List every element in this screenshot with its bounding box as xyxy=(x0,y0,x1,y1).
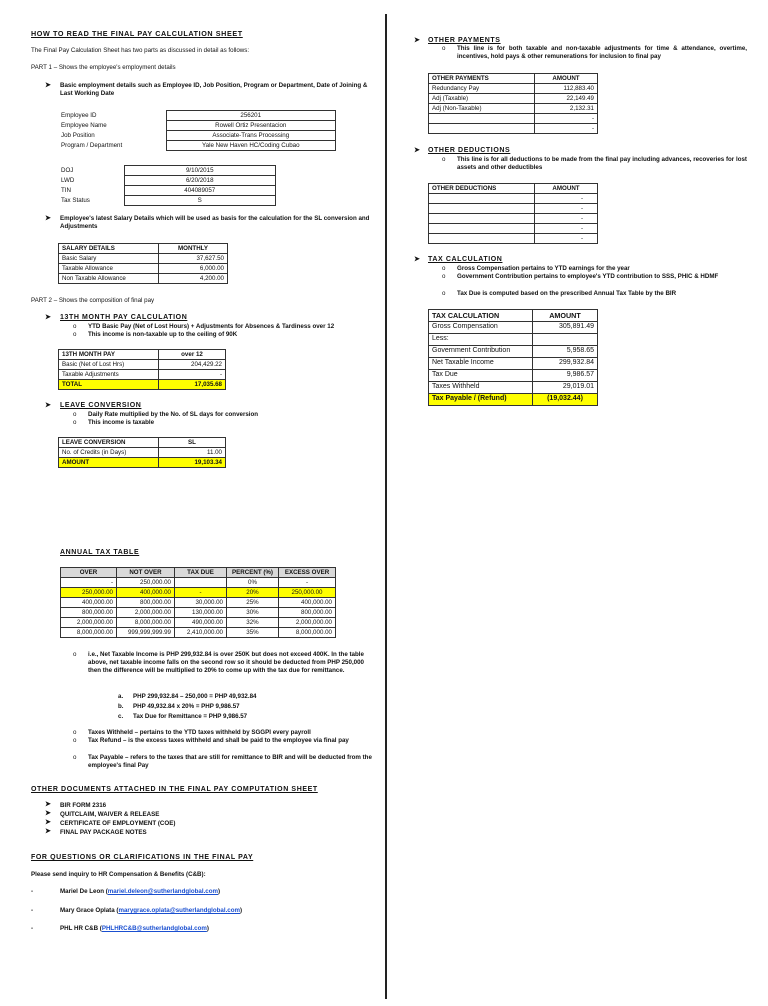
table-header: TAX CALCULATION xyxy=(429,310,533,322)
contact-name: Mary Grace Oplata xyxy=(60,907,115,914)
total-value: 19,103.34 xyxy=(159,458,226,468)
table-cell: - xyxy=(535,124,598,134)
table-cell xyxy=(429,194,535,204)
thirteenth-sub-1: YTD Basic Pay (Net of Lost Hours) + Adjustments for Absences & Tardiness over 12 xyxy=(88,323,335,330)
bullet-o-icon: o xyxy=(73,331,77,338)
table-header: AMOUNT xyxy=(535,74,598,84)
contact-name: PHL HR C&B xyxy=(60,925,99,932)
annual-tax-table xyxy=(60,567,336,638)
part1-bullet-2: Employee's latest Salary Details which will be used as basis for the calculation for the SL conversion and Adjustments xyxy=(60,215,370,230)
bullet-o-icon: o xyxy=(442,265,446,272)
table-cell: 8,000,000.00 xyxy=(279,628,336,638)
leave-sub-1: Daily Rate multiplied by the No. of SL days for conversion xyxy=(88,411,259,418)
employee-details-table xyxy=(58,110,336,151)
leave-conversion-table xyxy=(58,437,226,468)
table-cell: 4,200.00 xyxy=(159,274,228,284)
part2-heading: PART 2 – Shows the composition of final pay xyxy=(31,297,155,304)
email-link[interactable]: marygrace.oplata@sutherlandglobal.com xyxy=(118,907,241,914)
table-cell: Basic (Net of Lost Hrs) xyxy=(59,360,159,370)
table-cell: Employee ID xyxy=(61,111,97,119)
dash-bullet: - xyxy=(31,907,34,914)
leave-conversion-heading: LEAVE CONVERSION xyxy=(60,402,142,409)
table-header: TAX DUE xyxy=(175,568,227,578)
bullet-o-icon: o xyxy=(442,273,446,280)
table-cell: 800,000.00 xyxy=(279,608,336,618)
table-cell: Redundancy Pay xyxy=(429,84,535,94)
table-header: OVER xyxy=(61,568,117,578)
table-cell: TIN xyxy=(61,186,71,194)
table-cell: Associate-Trans Processing xyxy=(166,131,336,141)
bullet-o-icon: o xyxy=(73,323,77,330)
table-cell: 5,958.65 xyxy=(533,346,598,358)
table-cell xyxy=(429,204,535,214)
contact-mariel: Mariel De Leon (mariel.deleon@sutherlandglobal.com) xyxy=(60,888,221,895)
table-cell: Employee Name xyxy=(61,121,107,129)
step-text: PHP 299,932.84 – 250,000 = PHP 49,932.84 xyxy=(133,693,257,700)
bullet-o-icon: o xyxy=(442,45,446,52)
arrow-bullet-icon: ➤ xyxy=(45,819,51,826)
bullet-o-icon: o xyxy=(73,651,77,658)
table-cell: 800,000.00 xyxy=(117,598,175,608)
table-header: over 12 xyxy=(159,350,226,360)
step-letter: a. xyxy=(118,693,124,700)
annual-tax-table-heading: ANNUAL TAX TABLE xyxy=(60,549,140,556)
table-cell: 25% xyxy=(227,598,279,608)
table-cell: 999,999,999.99 xyxy=(117,628,175,638)
table-cell: Taxable Adjustments xyxy=(59,370,159,380)
table-header: SL xyxy=(159,438,226,448)
table-header: MONTHLY xyxy=(159,244,228,254)
table-header: SALARY DETAILS xyxy=(59,244,159,254)
table-cell: 800,000.00 xyxy=(61,608,117,618)
table-cell: Adj (Taxable) xyxy=(429,94,535,104)
table-cell: 112,883.40 xyxy=(535,84,598,94)
table-cell: 29,019.01 xyxy=(533,382,598,394)
document-item: CERTIFICATE OF EMPLOYMENT (COE) xyxy=(60,820,176,827)
table-header: OTHER PAYMENTS xyxy=(429,74,535,84)
table-cell: 2,132.31 xyxy=(535,104,598,114)
table-cell: Taxable Allowance xyxy=(59,264,159,274)
table-cell: 32% xyxy=(227,618,279,628)
table-cell: Program / Department xyxy=(61,141,123,149)
table-cell: 8,000,000.00 xyxy=(117,618,175,628)
questions-heading: FOR QUESTIONS OR CLARIFICATIONS IN THE FINAL PAY xyxy=(31,854,254,861)
total-value: (19,032.44) xyxy=(533,394,598,406)
total-label: TOTAL xyxy=(59,380,159,390)
email-link[interactable]: PHLHRC&B@sutherlandglobal.com xyxy=(101,925,207,932)
table-cell: 22,149.49 xyxy=(535,94,598,104)
table-cell: 9/10/2015 xyxy=(124,166,276,176)
note-tax-refund: Tax Refund – is the excess taxes withheld and shall be paid to the employee via final pay xyxy=(88,737,349,744)
table-cell: Job Position xyxy=(61,131,95,139)
other-deductions-sub: This line is for all deductions to be made from the final pay including advances, recoveries for lost assets and other deductibles xyxy=(457,156,747,171)
table-cell: 130,000.00 xyxy=(175,608,227,618)
table-cell: 11.00 xyxy=(159,448,226,458)
table-cell: - xyxy=(535,114,598,124)
arrow-bullet-icon: ➤ xyxy=(414,37,420,44)
table-cell: - xyxy=(535,194,598,204)
bullet-o-icon: o xyxy=(73,729,77,736)
other-payments-sub: This line is for both taxable and non-taxable adjustments for time & attendance, overtime, incentives, hold pays & other remunerations for inclusion to final pay xyxy=(457,45,747,60)
table-cell: Tax Due xyxy=(429,370,533,382)
contact-phl-hr: PHL HR C&B (PHLHRC&B@sutherlandglobal.com) xyxy=(60,925,209,932)
step-text: PHP 49,932.84 x 20% = PHP 9,986.57 xyxy=(133,703,240,710)
table-cell: - xyxy=(279,578,336,588)
table-cell: 250,000.00 xyxy=(117,578,175,588)
document-item: FINAL PAY PACKAGE NOTES xyxy=(60,829,147,836)
table-cell: Gross Compensation xyxy=(429,322,533,334)
date-details-table xyxy=(58,165,276,206)
table-cell: 35% xyxy=(227,628,279,638)
arrow-bullet-icon: ➤ xyxy=(45,828,51,835)
other-payments-heading: OTHER PAYMENTS xyxy=(428,37,501,44)
thirteenth-sub-2: This income is non-taxable up to the ceiling of 90K xyxy=(88,331,238,338)
table-cell xyxy=(533,334,598,346)
table-cell: 204,429.22 xyxy=(159,360,226,370)
table-cell: Non Taxable Allowance xyxy=(59,274,159,284)
table-cell: 404089057 xyxy=(124,186,276,196)
table-cell: - xyxy=(61,578,117,588)
other-documents-heading: OTHER DOCUMENTS ATTACHED IN THE FINAL PAY COMPUTATION SHEET xyxy=(31,786,318,793)
arrow-bullet-icon: ➤ xyxy=(414,256,420,263)
table-header: PERCENT (%) xyxy=(227,568,279,578)
total-label: AMOUNT xyxy=(59,458,159,468)
column-divider xyxy=(385,14,387,999)
table-cell: 37,627.50 xyxy=(159,254,228,264)
table-cell: 2,410,000.00 xyxy=(175,628,227,638)
table-cell: Yale New Haven HC/Coding Cubao xyxy=(166,141,336,151)
table-cell: LWD xyxy=(61,176,75,184)
leave-sub-2: This income is taxable xyxy=(88,419,155,426)
table-cell: 2,000,000.00 xyxy=(279,618,336,628)
arrow-bullet-icon: ➤ xyxy=(414,147,420,154)
contact-mary-grace: Mary Grace Oplata (marygrace.oplata@sutherlandglobal.com) xyxy=(60,907,243,914)
step-text: Tax Due for Remittance = PHP 9,986.57 xyxy=(133,713,248,720)
table-header: 13TH MONTH PAY xyxy=(59,350,159,360)
table-cell: - xyxy=(175,588,227,598)
other-deductions-heading: OTHER DEDUCTIONS xyxy=(428,147,511,154)
total-label: Tax Payable / (Refund) xyxy=(429,394,533,406)
table-cell: 250,000.00 xyxy=(61,588,117,598)
bullet-o-icon: o xyxy=(73,411,77,418)
table-cell: 20% xyxy=(227,588,279,598)
example-paragraph: i.e., Net Taxable Income is PHP 299,932.84 is over 250K but does not exceed 400K. In the table above, net taxable income falls on the second row so it should be deducted from PHP 250,000 then the difference will be multiplied to 20% to come up with the tax due for remittance. xyxy=(88,651,364,674)
dash-bullet: - xyxy=(31,925,34,932)
table-cell: Rowell Ortiz Presentacion xyxy=(166,121,336,131)
table-cell: Government Contribution xyxy=(429,346,533,358)
table-cell: DOJ xyxy=(61,166,74,174)
table-cell: 9,986.57 xyxy=(533,370,598,382)
bullet-o-icon: o xyxy=(442,290,446,297)
table-cell: 30,000.00 xyxy=(175,598,227,608)
step-letter: b. xyxy=(118,703,124,710)
table-cell: 400,000.00 xyxy=(61,598,117,608)
table-cell xyxy=(429,234,535,244)
table-cell: 6/20/2018 xyxy=(124,176,276,186)
note-tax-payable: Tax Payable – refers to the taxes that are still for remittance to BIR and will be deducted from the employee's final Pay xyxy=(88,754,372,769)
tax-sub-2: Government Contribution pertains to employee's YTD contribution to SSS, PHIC & HDMF xyxy=(457,273,719,280)
table-cell xyxy=(429,114,535,124)
table-cell: - xyxy=(535,234,598,244)
table-header: AMOUNT xyxy=(533,310,598,322)
table-cell: 490,000.00 xyxy=(175,618,227,628)
dash-bullet: - xyxy=(31,888,34,895)
other-payments-table xyxy=(428,73,598,134)
table-cell: 250,000.00 xyxy=(279,588,336,598)
table-cell xyxy=(429,214,535,224)
part1-heading: PART 1 – Shows the employee's employment details xyxy=(31,64,176,71)
table-cell: 0% xyxy=(227,578,279,588)
send-inquiry-text: Please send inquiry to HR Compensation & Benefits (C&B): xyxy=(31,871,206,878)
table-cell: 305,891.49 xyxy=(533,322,598,334)
bullet-o-icon: o xyxy=(73,754,77,761)
table-cell xyxy=(429,124,535,134)
part1-bullet-1: Basic employment details such as Employee ID, Job Position, Program or Department, Date of Joining & Last Working Date xyxy=(60,82,368,97)
table-cell: 400,000.00 xyxy=(117,588,175,598)
table-cell: Net Taxable Income xyxy=(429,358,533,370)
table-cell: 299,932.84 xyxy=(533,358,598,370)
document-item: BIR FORM 2316 xyxy=(60,802,107,809)
table-cell: - xyxy=(535,224,598,234)
tax-sub-3: Tax Due is computed based on the prescribed Annual Tax Table by the BIR xyxy=(457,290,677,297)
other-deductions-table xyxy=(428,183,598,244)
table-header: OTHER DEDUCTIONS xyxy=(429,184,535,194)
thirteenth-month-table xyxy=(58,349,226,390)
table-cell: S xyxy=(124,196,276,206)
arrow-bullet-icon: ➤ xyxy=(45,314,51,321)
table-cell: 8,000,000.00 xyxy=(61,628,117,638)
table-cell: - xyxy=(159,370,226,380)
tax-sub-1: Gross Compensation pertains to YTD earnings for the year xyxy=(457,265,630,272)
table-cell: Less: xyxy=(429,334,533,346)
table-cell: No. of Credits (in Days) xyxy=(59,448,159,458)
table-cell: 6,000.00 xyxy=(159,264,228,274)
arrow-bullet-icon: ➤ xyxy=(45,801,51,808)
table-cell: - xyxy=(535,214,598,224)
table-header: AMOUNT xyxy=(535,184,598,194)
tax-calculation-table xyxy=(428,309,598,406)
table-header: LEAVE CONVERSION xyxy=(59,438,159,448)
table-cell: 2,000,000.00 xyxy=(61,618,117,628)
table-header: EXCESS OVER xyxy=(279,568,336,578)
intro-text: The Final Pay Calculation Sheet has two parts as discussed in detail as follows: xyxy=(31,47,250,54)
email-link[interactable]: mariel.deleon@sutherlandglobal.com xyxy=(107,888,219,895)
table-cell: 30% xyxy=(227,608,279,618)
table-cell: 256201 xyxy=(166,111,336,121)
table-cell xyxy=(429,224,535,234)
table-cell: 400,000.00 xyxy=(279,598,336,608)
document-item: QUITCLAIM, WAIVER & RELEASE xyxy=(60,811,160,818)
total-value: 17,035.68 xyxy=(159,380,226,390)
note-taxes-withheld: Taxes Withheld – pertains to the YTD taxes withheld by SGGPI every payroll xyxy=(88,729,311,736)
arrow-bullet-icon: ➤ xyxy=(45,402,51,409)
table-header: NOT OVER xyxy=(117,568,175,578)
table-cell: Adj (Non-Taxable) xyxy=(429,104,535,114)
bullet-o-icon: o xyxy=(73,737,77,744)
step-letter: c. xyxy=(118,713,124,720)
tax-calculation-heading: TAX CALCULATION xyxy=(428,256,503,263)
bullet-o-icon: o xyxy=(442,156,446,163)
contact-name: Mariel De Leon xyxy=(60,888,105,895)
thirteenth-month-heading: 13TH MONTH PAY CALCULATION xyxy=(60,314,188,321)
bullet-o-icon: o xyxy=(73,419,77,426)
table-cell: Basic Salary xyxy=(59,254,159,264)
salary-details-table xyxy=(58,243,228,284)
arrow-bullet-icon: ➤ xyxy=(45,215,51,222)
table-cell xyxy=(175,578,227,588)
arrow-bullet-icon: ➤ xyxy=(45,82,51,89)
arrow-bullet-icon: ➤ xyxy=(45,810,51,817)
table-cell: Taxes Withheld xyxy=(429,382,533,394)
table-cell: Tax Status xyxy=(61,196,90,204)
table-cell: 2,000,000.00 xyxy=(117,608,175,618)
table-cell: - xyxy=(535,204,598,214)
page-title: HOW TO READ THE FINAL PAY CALCULATION SHEET xyxy=(31,29,243,38)
